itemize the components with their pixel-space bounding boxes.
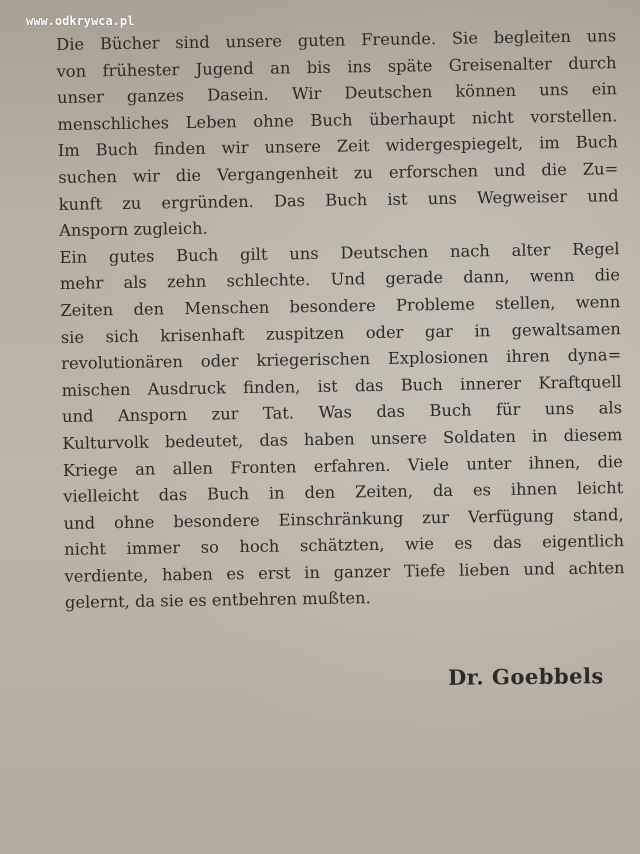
text-line: Im Buch finden wir unsere Zeit widergespiegelt, im Buch xyxy=(57,132,618,161)
text-line: Ansporn zugleich. xyxy=(58,218,208,241)
text-line: Kulturvolk bedeutet, das haben unsere Soldaten in diesem xyxy=(62,425,623,453)
text-line: und ohne besondere Einschränkung zur Verfügung stand, xyxy=(63,504,624,533)
text-line: suchen wir die Vergangenheit zu erforschen und die Zu= xyxy=(58,159,619,187)
text-line: nicht immer so hoch schätzten, wie es das eigentlich xyxy=(63,531,625,560)
text-line: sie sich krisenhaft zuspitzen oder gar in gewaltsamen xyxy=(60,318,621,347)
text-line: menschliches Leben ohne Buch überhaupt nicht vorstellen. xyxy=(57,105,618,134)
watermark: www.odkrywca.pl xyxy=(26,14,135,28)
text-line: vielleicht das Buch in den Zeiten, da es ihnen leicht xyxy=(63,478,624,507)
paragraph-2 xyxy=(59,236,625,617)
text-line: unser ganzes Dasein. Wir Deutschen können uns ein xyxy=(56,79,618,108)
text-line: von frühester Jugend an bis ins späte Greisenalter durch xyxy=(56,52,617,81)
text-line: Die Bücher sind unsere guten Freunde. Sie begleiten uns xyxy=(56,26,617,54)
signature: Dr. Goebbels xyxy=(447,663,604,690)
text-line: verdiente, haben es erst in ganzer Tiefe lieben und achten xyxy=(64,558,625,586)
text-line: und Ansporn zur Tat. Was das Buch für uns als xyxy=(61,398,623,427)
text-line: mischen Ausdruck finden, ist das Buch innerer Kraftquell xyxy=(61,371,622,400)
text-line: mehr als zehn schlechte. Und gerade dann, wenn die xyxy=(59,265,621,294)
paragraph-1 xyxy=(56,23,619,245)
text-line: kunft zu ergründen. Das Buch ist uns Wegweiser und xyxy=(58,185,619,214)
text-line: Ein gutes Buch gilt uns Deutschen nach alter Regel xyxy=(59,238,620,267)
text-line: gelernt, da sie es entbehren mußten. xyxy=(64,588,371,613)
body-text xyxy=(56,23,625,617)
text-line: revolutionären oder kriegerischen Explosionen ihren dyna= xyxy=(61,345,622,374)
text-line: Zeiten den Menschen besondere Probleme stellen, wenn xyxy=(60,292,621,320)
text-line: Kriege an allen Fronten erfahren. Viele unter ihnen, die xyxy=(62,451,623,480)
